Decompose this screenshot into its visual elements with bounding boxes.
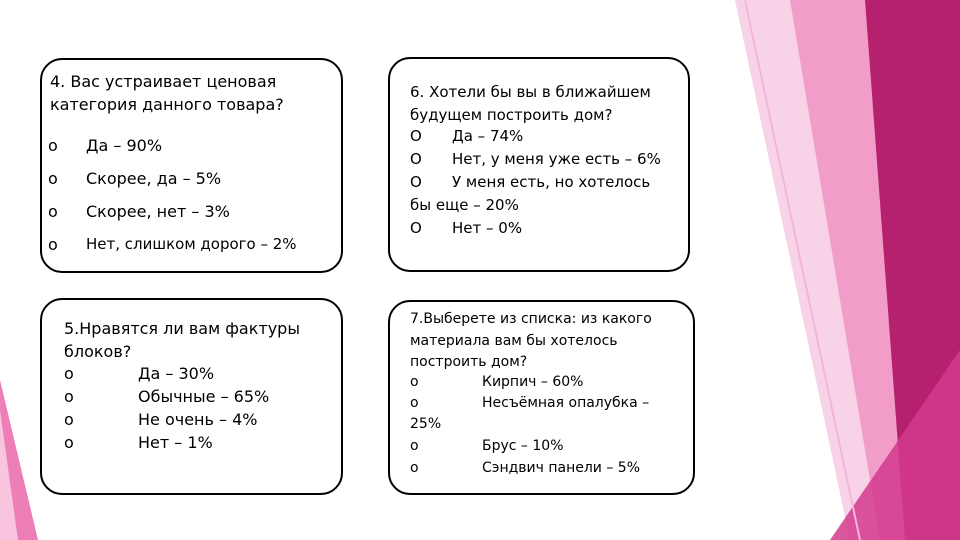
option-label: Нет, слишком дорого – 2% — [86, 235, 297, 253]
bullet-icon: o — [48, 136, 58, 155]
question-7-card — [388, 300, 695, 495]
option-label: Нет – 1% — [138, 433, 213, 452]
question-6-option-4 — [390, 219, 690, 241]
option-label: Несъёмная опалубка – — [482, 395, 650, 411]
question-5-text: 5.Нравятся ли вам фактуры блоков? — [64, 319, 300, 361]
option-label: Скорее, нет – 3% — [86, 202, 230, 221]
option-label: Да – 74% — [452, 127, 524, 145]
bullet-icon: O — [410, 150, 422, 168]
question-4-option-1 — [42, 136, 332, 158]
bullet-icon: o — [64, 410, 74, 429]
option-label-continued: 25% — [410, 416, 442, 432]
option-label-continued: бы еще – 20% — [410, 196, 519, 214]
bullet-icon: o — [64, 364, 74, 383]
question-5-card — [40, 298, 343, 495]
question-4-option-2 — [42, 169, 332, 191]
question-4-option-3 — [42, 202, 332, 224]
question-6-option-1 — [390, 127, 690, 149]
option-label: Да – 30% — [138, 364, 215, 383]
option-label: Кирпич – 60% — [482, 374, 584, 390]
question-7-option-4 — [390, 460, 690, 481]
bullet-icon: o — [64, 433, 74, 452]
bullet-icon: o — [410, 460, 419, 476]
option-label: Брус – 10% — [482, 438, 564, 454]
question-5-option-1 — [42, 364, 332, 386]
bullet-icon: o — [410, 438, 419, 454]
bullet-icon: o — [48, 169, 58, 188]
bullet-icon: o — [410, 395, 419, 411]
question-4-option-4 — [42, 235, 332, 257]
question-4-card — [40, 58, 343, 273]
question-6-option-2 — [390, 150, 690, 172]
question-5-option-4 — [42, 433, 332, 455]
bullet-icon: o — [64, 387, 74, 406]
bullet-icon: o — [410, 374, 419, 390]
option-label: Нет, у меня уже есть – 6% — [452, 150, 661, 168]
question-7-text: 7.Выберете из списка: из какого материала вам бы хотелось построить дом? — [410, 311, 652, 370]
question-7-option-3 — [390, 438, 690, 459]
option-label: Не очень – 4% — [138, 410, 258, 429]
bullet-icon: o — [48, 235, 58, 254]
bullet-icon: O — [410, 127, 422, 145]
question-6-card — [388, 57, 690, 272]
option-label: Скорее, да – 5% — [86, 169, 222, 188]
question-6-option-3 — [390, 173, 690, 219]
bullet-icon: O — [410, 219, 422, 237]
option-label: Обычные – 65% — [138, 387, 270, 406]
bullet-icon: o — [48, 202, 58, 221]
question-4-text: 4. Вас устраивает ценовая категория данного товара? — [50, 72, 284, 114]
question-5-option-2 — [42, 387, 332, 409]
option-label: Нет – 0% — [452, 219, 523, 237]
option-label: Да – 90% — [86, 136, 163, 155]
question-6-text: 6. Хотели бы вы в ближайшем будущем построить дом? — [410, 83, 651, 124]
question-7-option-2 — [390, 395, 690, 438]
question-7-option-1 — [390, 374, 690, 395]
question-5-option-3 — [42, 410, 332, 432]
option-label: У меня есть, но хотелось — [452, 173, 651, 191]
option-label: Сэндвич панели – 5% — [482, 460, 641, 476]
bullet-icon: O — [410, 173, 422, 191]
